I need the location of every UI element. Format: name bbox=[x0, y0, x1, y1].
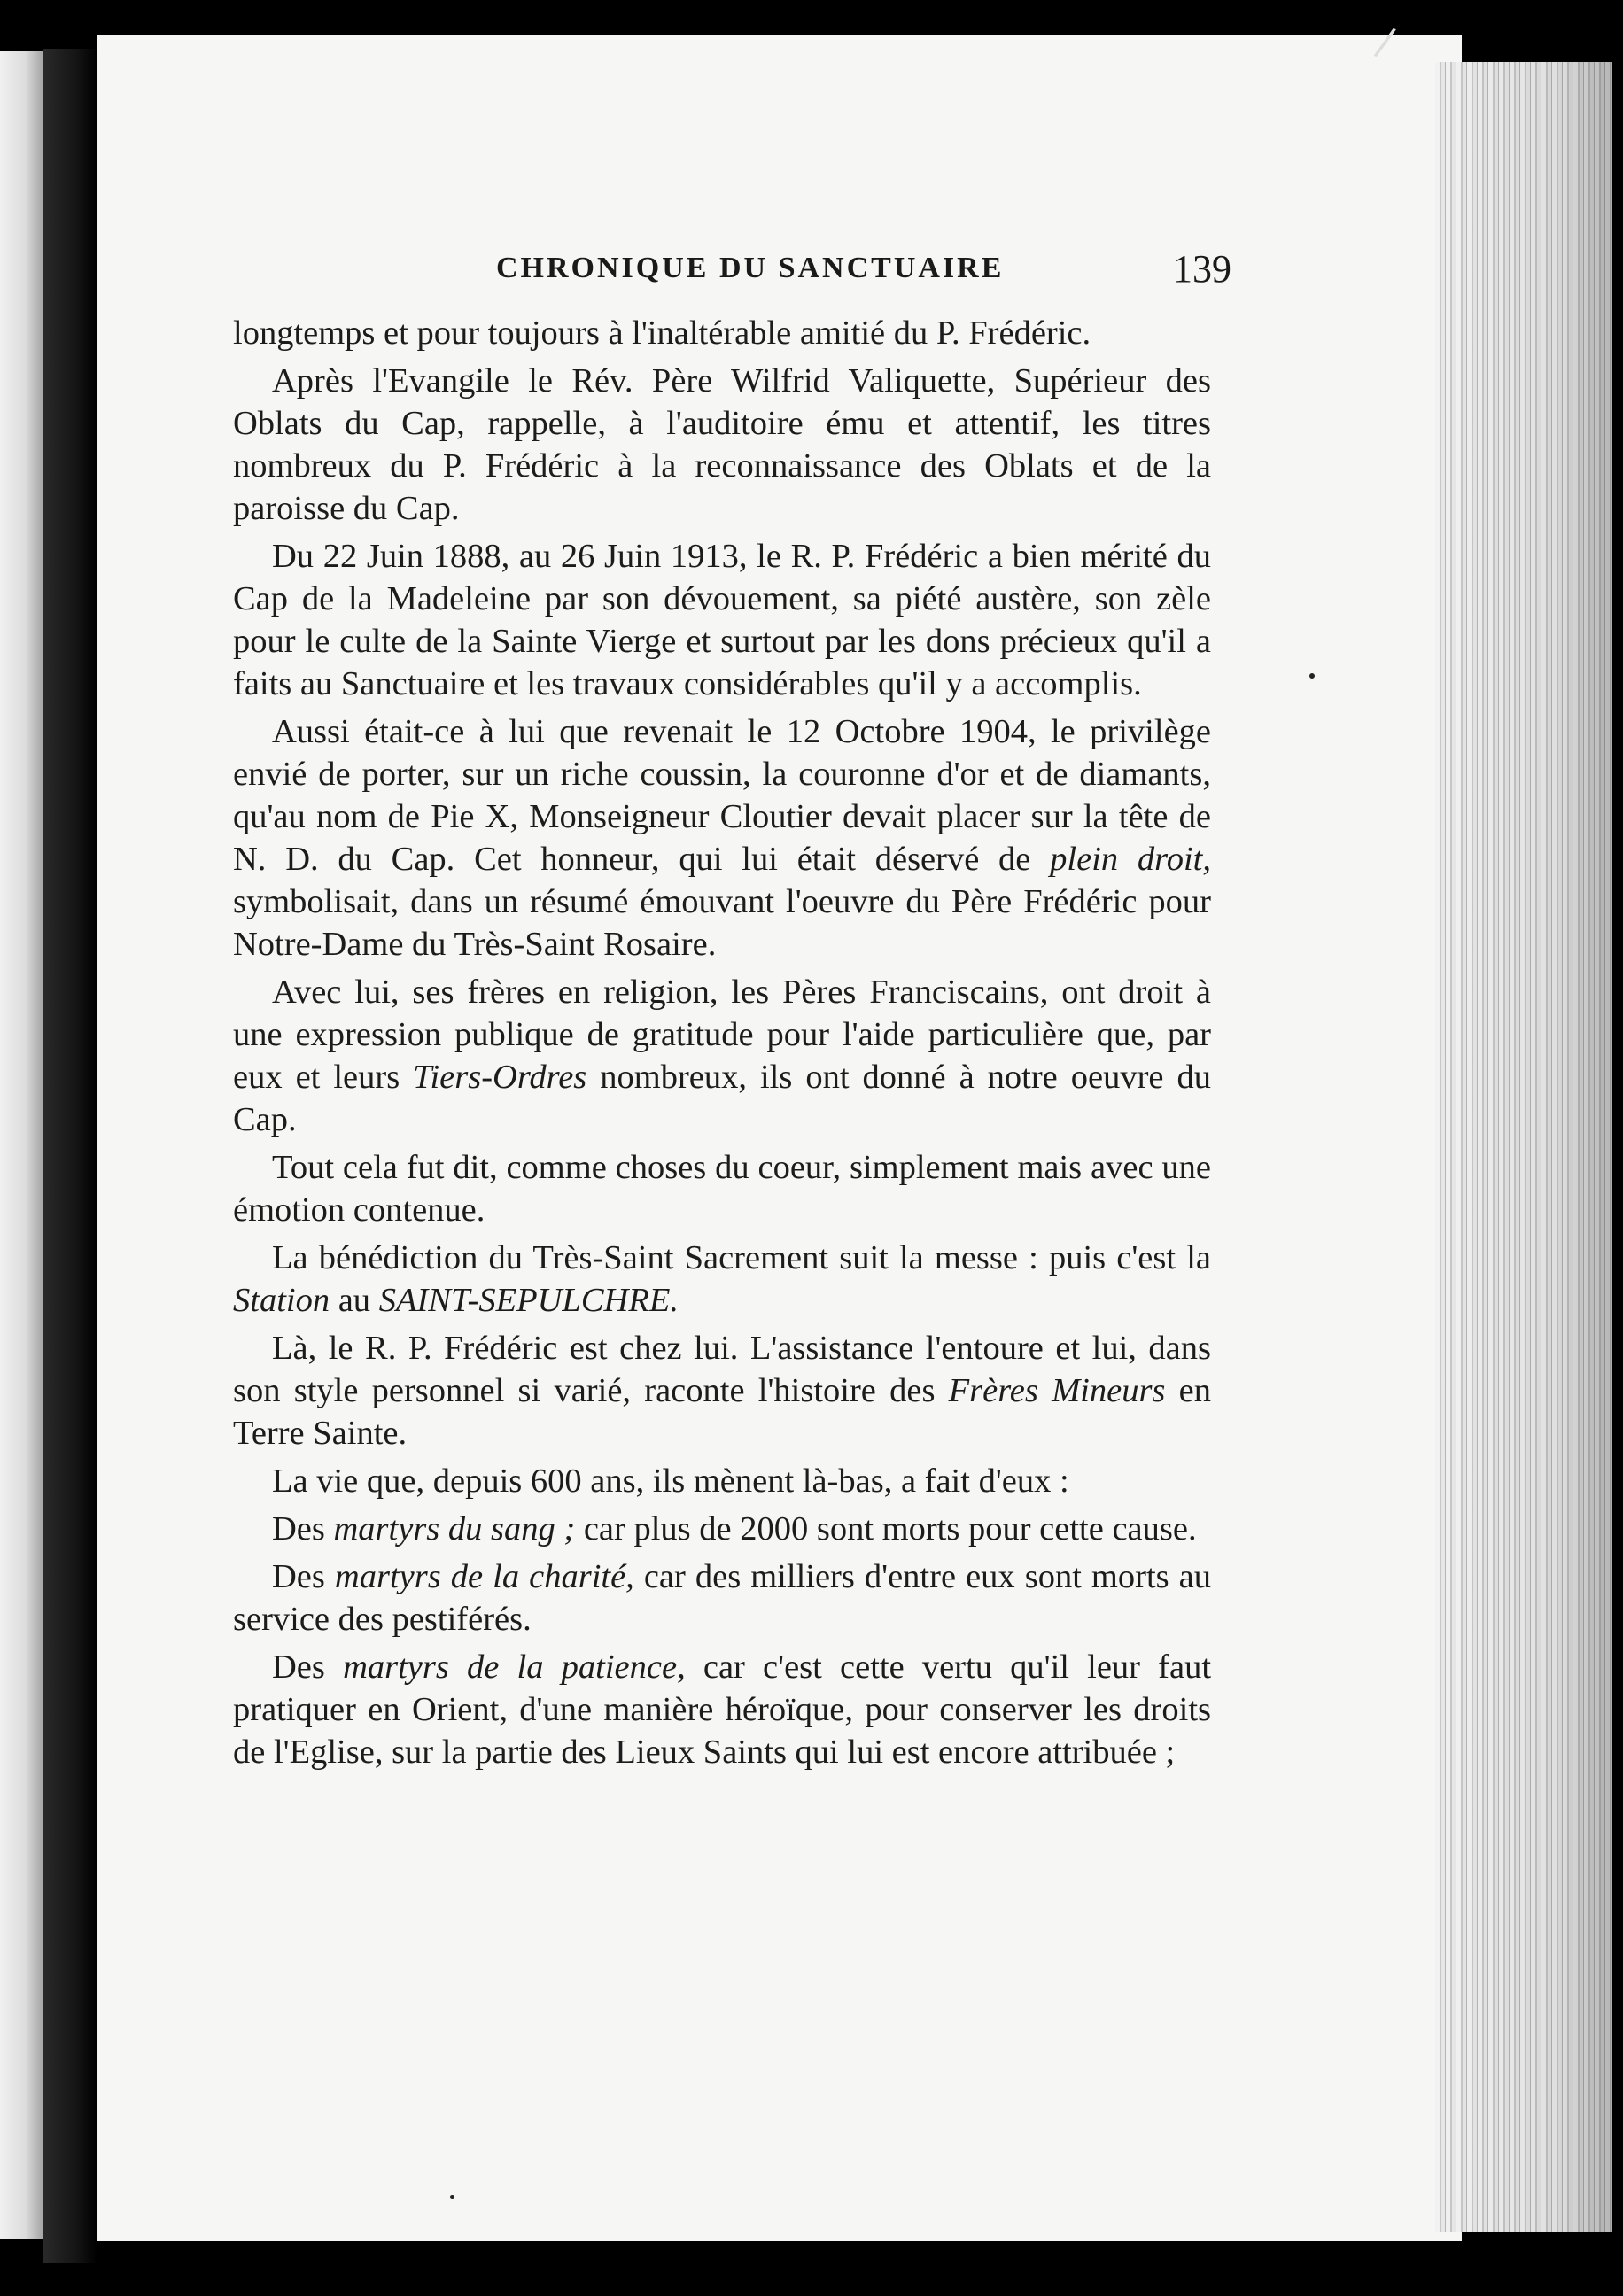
paragraph bbox=[233, 1555, 1211, 1641]
italic-text: martyrs de la patience, bbox=[343, 1648, 686, 1686]
paragraph bbox=[233, 1646, 1211, 1773]
page-stack-shadow bbox=[1435, 62, 1612, 2232]
paragraph bbox=[233, 312, 1211, 354]
stray-ink-dot bbox=[1309, 673, 1315, 679]
italic-text: Frères Mineurs bbox=[948, 1372, 1166, 1409]
text-run: symbolisait, dans un résumé émouvant l'oeuvre du Père Frédéric pour Notre-Dame du Très-Saint Rosaire. bbox=[233, 883, 1211, 963]
italic-text: SAINT-SEPULCHRE. bbox=[378, 1282, 679, 1319]
italic-text: plein droit, bbox=[1050, 841, 1211, 878]
text-run: Là, le R. P. Frédéric est chez lui. L'assistance l'entoure et lui, dans son style personnel si varié, raconte l'histoire des bbox=[233, 1330, 1211, 1409]
text-run: en Terre Sainte. bbox=[233, 1372, 1211, 1452]
italic-text: Station bbox=[233, 1282, 330, 1319]
paragraph bbox=[233, 535, 1211, 705]
left-page-edge bbox=[0, 51, 46, 2239]
text-run: nombreux, ils ont donné à notre oeuvre du Cap. bbox=[233, 1059, 1211, 1138]
paragraph bbox=[233, 1237, 1211, 1322]
paragraph bbox=[233, 1146, 1211, 1231]
text-run: au bbox=[330, 1282, 379, 1319]
text-run: La bénédiction du Très-Saint Sacrement suit la messe : puis c'est la bbox=[272, 1239, 1211, 1276]
stray-ink-dot bbox=[450, 2195, 454, 2199]
running-title: CHRONIQUE DU SANCTUAIRE bbox=[496, 252, 1005, 284]
paragraph bbox=[233, 710, 1211, 966]
running-header bbox=[496, 246, 1231, 299]
text-run: car plus de 2000 sont morts pour cette cause. bbox=[575, 1510, 1197, 1547]
paragraph bbox=[233, 360, 1211, 530]
paragraph bbox=[233, 1508, 1211, 1550]
page-number: 139 bbox=[1173, 247, 1231, 291]
body-text bbox=[233, 312, 1211, 1779]
text-run: Des bbox=[272, 1558, 335, 1595]
text-run: car des milliers d'entre eux sont morts au service des pestiférés. bbox=[233, 1558, 1212, 1638]
text-run: Tout cela fut dit, comme choses du coeur, simplement mais avec une émotion contenue. bbox=[233, 1149, 1211, 1229]
paragraph bbox=[233, 971, 1211, 1141]
italic-text: martyrs de la charité, bbox=[334, 1558, 634, 1595]
text-run: car c'est cette vertu qu'il leur faut pratiquer en Orient, d'une manière héroïque, pour conserver les droits de l'Eglise, sur la partie des Lieux Saints qui lui est encore attribuée ; bbox=[233, 1648, 1212, 1771]
text-run: Aussi était-ce à lui que revenait le 12 Octobre 1904, le privilège envié de porter, sur un riche coussin, la couronne d'or et de diamants, qu'au nom de Pie X, Monseigneur Cloutier devait placer sur la tête de N. D. du Cap. Cet honneur, qui lui était déservé de bbox=[233, 713, 1211, 878]
italic-text: Tiers-Ordres bbox=[413, 1059, 587, 1096]
text-run: Des bbox=[272, 1510, 334, 1547]
text-run: La vie que, depuis 600 ans, ils mènent là-bas, a fait d'eux : bbox=[272, 1462, 1069, 1500]
book-gutter bbox=[43, 49, 97, 2263]
text-run: Du 22 Juin 1888, au 26 Juin 1913, le R. P. Frédéric a bien mérité du Cap de la Madeleine par son dévouement, sa piété austère, son zèle pour le culte de la Sainte Vierge et surtout par les dons précieux qu'il a faits au Sanctuaire et les travaux considérables qu'il y a accomplis. bbox=[233, 538, 1211, 702]
corner-pen-mark: / bbox=[1371, 18, 1399, 66]
text-run: longtemps et pour toujours à l'inaltérable amitié du P. Frédéric. bbox=[233, 314, 1091, 352]
italic-text: martyrs du sang ; bbox=[333, 1510, 576, 1547]
text-run: Après l'Evangile le Rév. Père Wilfrid Valiquette, Supérieur des Oblats du Cap, rappelle, à l'auditoire ému et attentif, les titres nombreux du P. Frédéric à la reconnaissance des Oblats et de la paroisse du Cap. bbox=[233, 362, 1211, 527]
text-run: Des bbox=[272, 1648, 344, 1686]
text-run: Avec lui, ses frères en religion, les Pères Franciscains, ont droit à une expression publique de gratitude pour l'aide particulière que, par eux et leurs bbox=[233, 973, 1211, 1096]
paragraph bbox=[233, 1460, 1211, 1502]
paragraph bbox=[233, 1327, 1211, 1454]
